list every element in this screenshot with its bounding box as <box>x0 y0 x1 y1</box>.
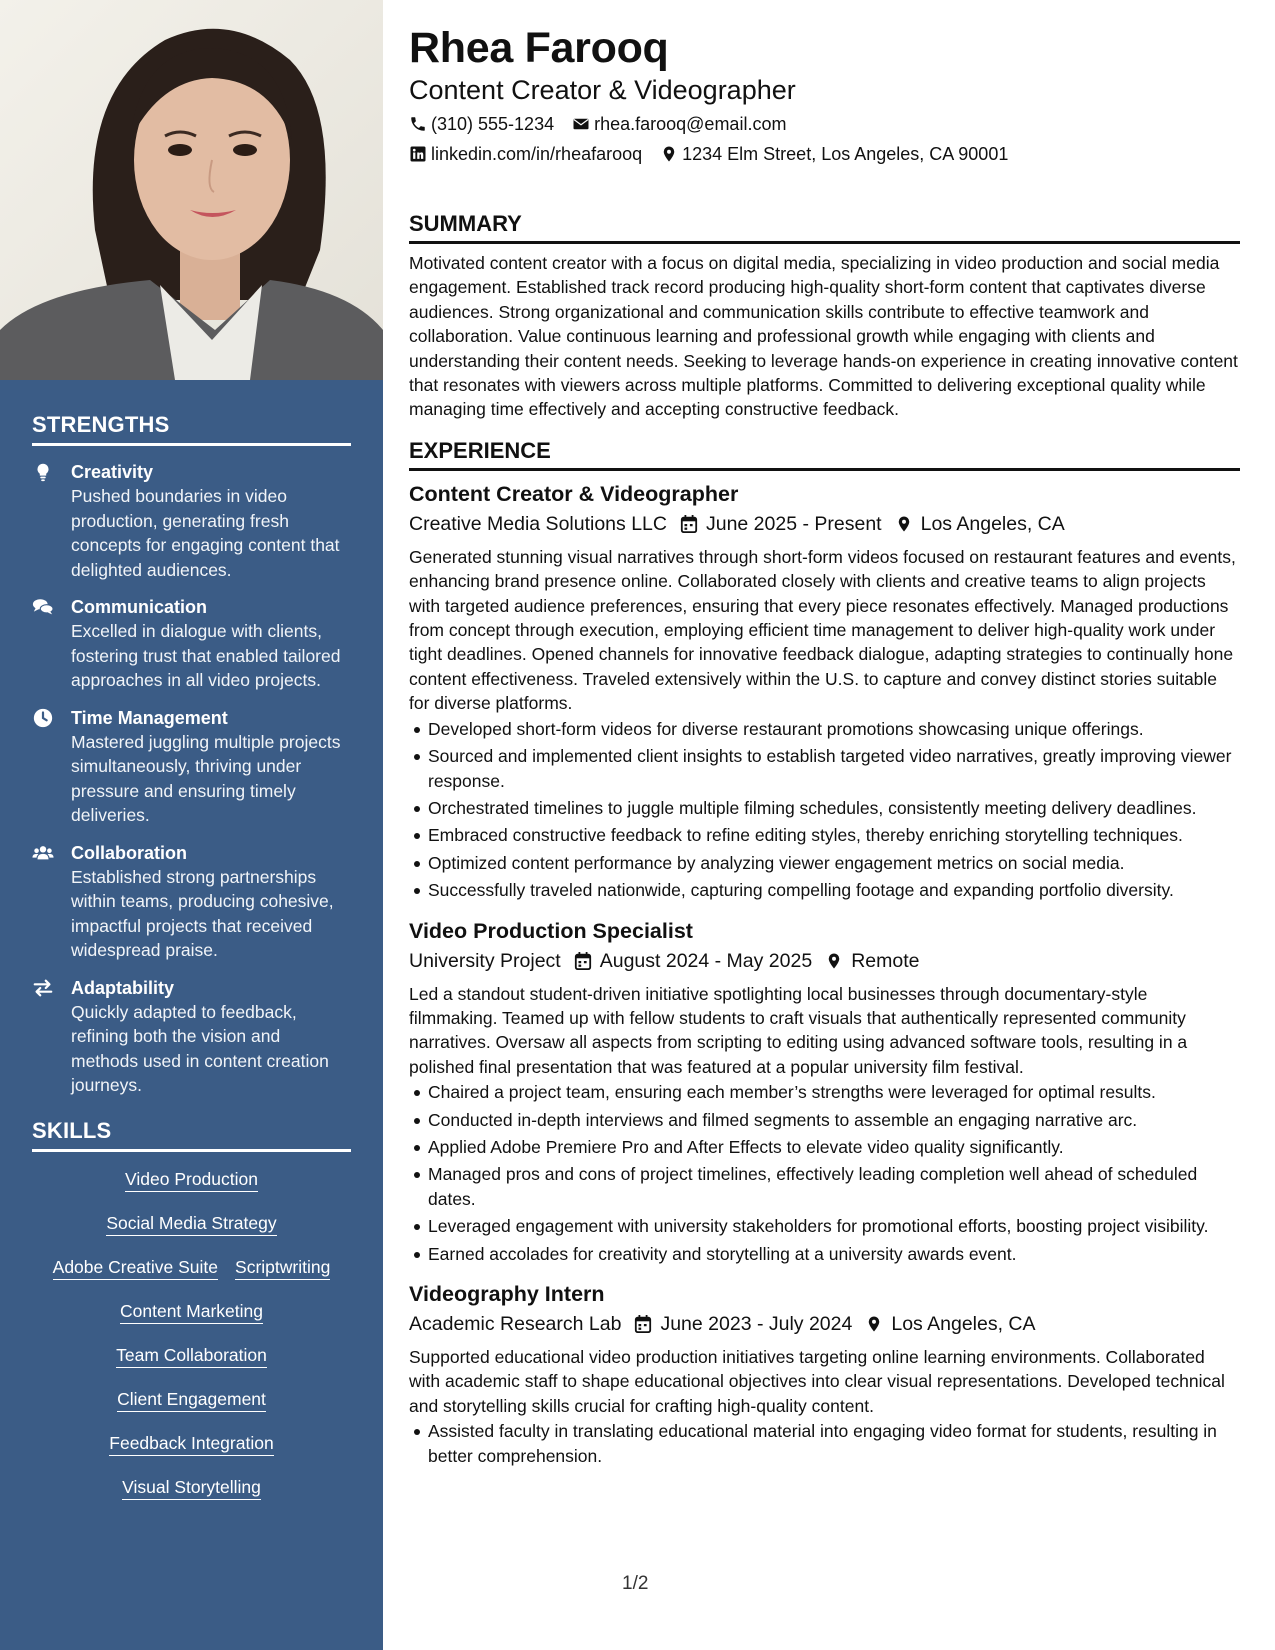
job-role: Videography Intern <box>409 1282 605 1306</box>
map-pin-icon <box>865 1314 883 1334</box>
experience-heading: EXPERIENCE <box>409 438 1240 471</box>
main-content <box>409 22 1240 1471</box>
job-bullet: Leveraged engagement with university stakeholders for promotional efforts, boosting project visibility. <box>409 1214 1240 1238</box>
strength-item <box>32 976 351 1098</box>
job-role: Content Creator & Videographer <box>409 481 739 506</box>
page-number: 1/2 <box>622 1573 649 1594</box>
linkedin-contact[interactable] <box>409 141 642 167</box>
strength-description: Quickly adapted to feedback, refining both the vision and methods used in content creation journeys. <box>71 1001 329 1095</box>
job-dates: June 2025 - Present <box>705 512 882 535</box>
strength-description: Mastered juggling multiple projects simultaneously, thriving under pressure and ensuring timely deliveries. <box>71 731 341 825</box>
calendar-icon <box>680 514 698 534</box>
job-company: Creative Media Solutions LLC <box>409 512 667 535</box>
job-bullet: Optimized content performance by analyzing viewer engagement metrics on social media. <box>409 851 1240 875</box>
strength-title: Communication <box>71 597 208 617</box>
job-bullet: Applied Adobe Premiere Pro and After Effects to elevate video quality significantly. <box>409 1135 1240 1159</box>
job-description: Led a standout student-driven initiative spotlighting local businesses through documentary-style filmmaking. Teamed up with fellow students to craft visuals that authentically represented community narratives. Oversaw all aspects from scripting to editing using advanced software tools, resulting in a polished final presentation that was featured at a popular university film festival. <box>409 983 1188 1077</box>
job-company: University Project <box>409 949 561 972</box>
job-role: Video Production Specialist <box>409 918 693 943</box>
skill-tag: Content Marketing <box>120 1300 263 1324</box>
skill-tag: Adobe Creative Suite <box>53 1256 218 1280</box>
email-address[interactable]: rhea.farooq@email.com <box>594 114 787 134</box>
skill-tag: Visual Storytelling <box>122 1476 261 1500</box>
job-meta <box>409 946 1240 976</box>
lightbulb-icon <box>32 461 54 483</box>
job-bullets <box>409 717 1240 903</box>
job-bullet: Successfully traveled nationwide, capturing compelling footage and expanding portfolio diversity. <box>409 878 1240 902</box>
profile-photo <box>0 0 383 380</box>
strength-title: Collaboration <box>71 842 187 863</box>
job-entry <box>409 479 1240 903</box>
summary-text: Motivated content creator with a focus on digital media, specializing in video production and social media engagement. Established track record producing high-quality short-form content that captivates diverse audiences. Strong organizational and communication skills contribute to effective teamwork and collaboration. Value continuous learning and professional growth while engaging with clients and understanding their content needs. Seeking to leverage hands-on experience in creating innovative content that resonates with viewers across multiple platforms. Committed to delivering exceptional quality while managing time effectively and accepting constructive feedback. <box>409 253 1238 420</box>
envelope-icon <box>572 115 590 133</box>
skills-heading: SKILLS <box>32 1118 351 1152</box>
job-description: Supported educational video production initiatives targeting online learning environments. Collaborated with academic staff to shape educational objectives into clear visual representations. Developed technical and storytelling skills crucial for crafting high-quality content. <box>409 1347 1225 1416</box>
summary-heading: SUMMARY <box>409 211 1240 244</box>
skill-tag: Scriptwriting <box>235 1256 330 1280</box>
candidate-title: Content Creator & Videographer <box>409 75 796 105</box>
exchange-icon <box>32 977 54 999</box>
phone-contact <box>409 111 554 137</box>
address: 1234 Elm Street, Los Angeles, CA 90001 <box>682 144 1009 164</box>
email-contact[interactable] <box>572 111 786 137</box>
calendar-icon <box>634 1314 652 1334</box>
linkedin-icon <box>409 145 427 163</box>
strength-title: Creativity <box>71 462 154 482</box>
phone-number: (310) 555-1234 <box>431 114 555 134</box>
job-description: Generated stunning visual narratives through short-form videos focused on restaurant features and events, enhancing brand presence online. Collaborated closely with clients and creative teams to align projects with targeted audience preferences, ensuring that every piece resonates effectively. Managed productions from concept through execution, employing efficient time management to deliver high-quality work under tight deadlines. Opened channels for innovative feedback dialogue, adapting strategies to continually hone content effectiveness. Traveled extensively within the U.S. to capture and convey distinct stories suitable for diverse platforms. <box>409 546 1236 714</box>
comments-icon <box>32 596 54 618</box>
job-bullet: Chaired a project team, ensuring each member’s strengths were leveraged for optimal results. <box>409 1080 1240 1104</box>
contact-row <box>409 111 1240 137</box>
strength-item <box>32 460 351 582</box>
job-bullet: Earned accolades for creativity and storytelling at a university awards event. <box>409 1242 1240 1266</box>
calendar-icon <box>574 951 592 971</box>
strength-item <box>32 841 351 963</box>
strength-description: Excelled in dialogue with clients, fostering trust that enabled tailored approaches in all video projects. <box>71 621 341 690</box>
job-entry <box>409 1279 1240 1468</box>
strength-description: Pushed boundaries in video production, generating fresh concepts for engaging content that delighted audiences. <box>71 486 340 580</box>
job-company: Academic Research Lab <box>409 1313 622 1335</box>
job-location: Remote <box>851 949 920 972</box>
strength-item <box>32 706 351 828</box>
job-bullet: Developed short-form videos for diverse restaurant promotions showcasing unique offerings. <box>409 717 1240 741</box>
job-meta <box>409 1309 1240 1339</box>
job-meta <box>409 509 1240 539</box>
sidebar <box>0 0 383 1650</box>
job-dates: June 2023 - July 2024 <box>660 1313 853 1335</box>
job-bullet: Orchestrated timelines to juggle multiple filming schedules, consistently meeting delivery deadlines. <box>409 796 1240 820</box>
job-bullets <box>409 1080 1240 1266</box>
linkedin-url[interactable]: linkedin.com/in/rheafarooq <box>431 144 643 164</box>
skill-tag: Team Collaboration <box>116 1344 267 1368</box>
strengths-heading: STRENGTHS <box>32 412 351 446</box>
skill-tag: Video Production <box>125 1168 258 1192</box>
phone-icon <box>409 115 427 133</box>
job-bullet: Assisted faculty in translating educational material into engaging video format for students, resulting in better comprehension. <box>409 1419 1240 1468</box>
candidate-name: Rhea Farooq <box>409 24 669 72</box>
job-bullets <box>409 1419 1240 1468</box>
contact-row <box>409 141 1240 167</box>
map-pin-icon <box>895 514 913 534</box>
job-bullet: Embraced constructive feedback to refine editing styles, thereby enriching storytelling techniques. <box>409 823 1240 847</box>
job-bullet: Sourced and implemented client insights to establish targeted video narratives, greatly improving viewer response. <box>409 744 1240 793</box>
map-pin-icon <box>825 951 843 971</box>
job-location: Los Angeles, CA <box>891 1313 1036 1335</box>
strength-title: Time Management <box>71 707 228 728</box>
strength-description: Established strong partnerships within teams, producing cohesive, impactful projects that received widespread praise. <box>71 866 334 960</box>
sidebar-content <box>32 412 351 1500</box>
skills-list <box>32 1168 351 1500</box>
map-pin-icon <box>660 145 678 163</box>
job-dates: August 2024 - May 2025 <box>599 949 813 972</box>
strength-item <box>32 595 351 693</box>
skill-tag: Feedback Integration <box>109 1432 273 1456</box>
job-bullet: Managed pros and cons of project timelines, effectively leading completion well ahead of scheduled dates. <box>409 1162 1240 1211</box>
strength-title: Adaptability <box>71 977 175 998</box>
skill-tag: Social Media Strategy <box>106 1212 276 1236</box>
skill-tag: Client Engagement <box>117 1388 266 1412</box>
job-location: Los Angeles, CA <box>920 512 1065 535</box>
clock-icon <box>32 707 54 729</box>
job-entry <box>409 916 1240 1266</box>
strengths-list <box>32 460 351 1098</box>
users-icon <box>32 842 54 864</box>
address-contact <box>660 141 1008 167</box>
job-bullet: Conducted in-depth interviews and filmed segments to assemble an engaging narrative arc. <box>409 1108 1240 1132</box>
